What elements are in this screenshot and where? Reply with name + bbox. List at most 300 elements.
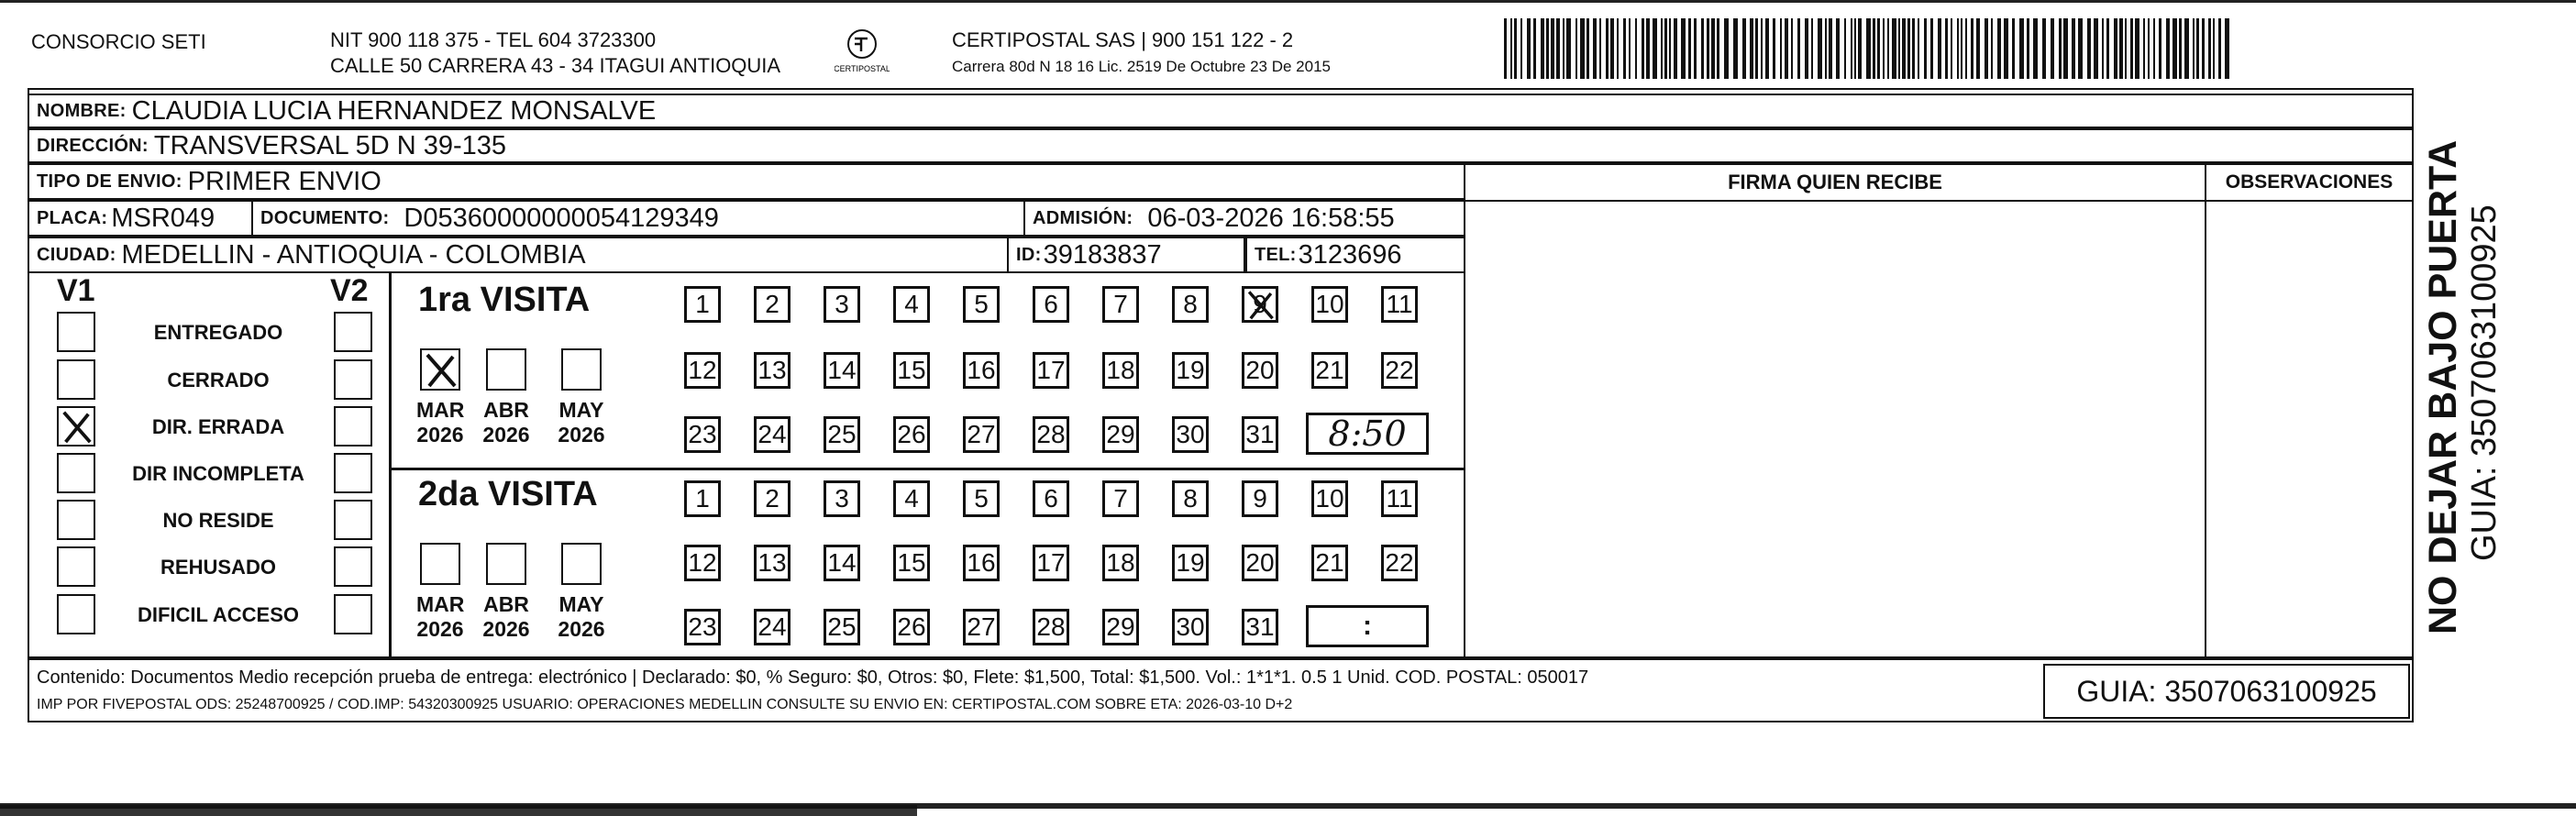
barcode-bar — [1510, 18, 1512, 79]
day-box[interactable] — [1172, 609, 1209, 645]
barcode-bar — [1836, 18, 1840, 79]
barcode-bar — [1681, 18, 1686, 79]
day-number: 9 — [1253, 484, 1267, 513]
barcode-bar — [2072, 18, 2075, 79]
day-number: 7 — [1113, 484, 1128, 513]
barcode-bar — [2159, 18, 2161, 79]
day-box[interactable] — [824, 480, 860, 517]
barcode-bar — [1854, 18, 1856, 79]
barcode-bar — [1533, 18, 1536, 79]
firma-header: FIRMA QUIEN RECIBE — [1465, 165, 2205, 202]
day-number: 29 — [1106, 612, 1135, 641]
day-number: 2 — [765, 484, 779, 513]
day-number: 8 — [1183, 484, 1198, 513]
v2-checkbox[interactable] — [334, 312, 372, 352]
day-box[interactable] — [824, 286, 860, 323]
day-box[interactable] — [754, 480, 790, 517]
company-name: CONSORCIO SETI — [31, 30, 206, 53]
month-name: MAR — [416, 398, 465, 422]
barcode-bar — [1951, 18, 1952, 79]
status-label: DIFICIL ACCESO — [137, 603, 299, 626]
day-number: 15 — [897, 548, 926, 577]
day-number: 10 — [1315, 290, 1344, 318]
admision-value: 06-03-2026 16:58:55 — [1147, 203, 1395, 233]
barcode-bar — [1985, 18, 1988, 79]
visit2-time-box[interactable] — [1306, 605, 1429, 647]
tipo-value: PRIMER ENVIO — [187, 166, 381, 196]
day-number: 23 — [688, 612, 717, 641]
barcode-bar — [1965, 18, 1967, 79]
footer-guia: GUIA: 3507063100925 — [2076, 675, 2377, 708]
barcode-bar — [2184, 18, 2189, 79]
v2-checkbox[interactable] — [334, 406, 372, 447]
barcode-bar — [2087, 18, 2091, 79]
day-box[interactable] — [893, 480, 930, 517]
day-box[interactable] — [963, 480, 1000, 517]
day-box[interactable] — [1172, 286, 1209, 323]
month-checkbox[interactable] — [561, 543, 602, 585]
barcode-bar — [1930, 18, 1933, 79]
day-box[interactable] — [963, 609, 1000, 645]
barcode-bar — [1765, 18, 1769, 79]
day-box[interactable] — [1381, 545, 1418, 581]
barcode-bar — [1898, 18, 1900, 79]
barcode-bar — [2012, 18, 2015, 79]
v1-checkbox[interactable] — [57, 406, 95, 447]
day-number: 17 — [1036, 356, 1066, 384]
status-label: ENTREGADO — [153, 321, 283, 344]
firma-column — [1464, 163, 2206, 658]
day-number: 28 — [1036, 612, 1066, 641]
visit2-title: 2da VISITA — [418, 475, 598, 513]
v2-checkbox[interactable] — [334, 359, 372, 400]
day-box[interactable] — [1311, 545, 1348, 581]
barcode-bar — [2148, 18, 2150, 79]
barcode-bar — [1642, 18, 1644, 79]
day-box[interactable] — [1381, 286, 1418, 323]
day-number: 26 — [897, 420, 926, 448]
barcode-bar — [2202, 18, 2205, 79]
barcode-bar — [1755, 18, 1758, 79]
barcode-bar — [2004, 18, 2008, 79]
bottom-edge-fade — [0, 805, 917, 816]
month-name: MAR — [416, 592, 465, 616]
barcode-bar — [1563, 18, 1564, 79]
barcode-bar — [1520, 18, 1522, 79]
tipo-row — [28, 163, 1465, 200]
month-checkbox[interactable] — [486, 348, 526, 391]
visit2-time: : — [1363, 611, 1372, 641]
day-number: 29 — [1106, 420, 1135, 448]
day-number: 22 — [1385, 356, 1414, 384]
id-value: 39183837 — [1043, 239, 1162, 270]
day-number: 11 — [1386, 290, 1413, 318]
barcode-bar — [1707, 18, 1709, 79]
barcode-bar — [2125, 18, 2127, 79]
month-name: ABR — [483, 398, 529, 422]
nit-line: NIT 900 118 375 - TEL 604 3723300 — [330, 28, 657, 51]
barcode-bar — [2193, 18, 2195, 79]
barcode-bar — [2059, 18, 2062, 79]
barcode-bar — [1873, 18, 1875, 79]
side-no-dejar: NO DEJAR BAJO PUERTA — [2421, 139, 2465, 634]
barcode-bar — [1566, 18, 1571, 79]
day-number: 20 — [1245, 356, 1275, 384]
day-box[interactable] — [1311, 286, 1348, 323]
barcode-bar — [1587, 18, 1589, 79]
barcode-bar — [1669, 18, 1671, 79]
day-box[interactable] — [1242, 352, 1278, 389]
barcode-bar — [1551, 18, 1554, 79]
day-number: 14 — [827, 356, 857, 384]
barcode-bar — [1629, 18, 1631, 79]
day-box[interactable] — [1102, 286, 1139, 323]
day-number: 12 — [688, 548, 717, 577]
barcode-bar — [1527, 18, 1531, 79]
barcode-bar — [1661, 18, 1663, 79]
barcode-bar — [2051, 18, 2054, 79]
day-number: 10 — [1315, 484, 1344, 513]
ciudad-value: MEDELLIN - ANTIOQUIA - COLOMBIA — [121, 239, 586, 270]
barcode-bar — [2143, 18, 2145, 79]
day-box[interactable] — [684, 609, 721, 645]
day-box[interactable] — [1311, 480, 1348, 517]
barcode-bar — [1514, 18, 1517, 79]
day-box[interactable] — [963, 286, 1000, 323]
day-box[interactable] — [824, 352, 860, 389]
day-box[interactable] — [1033, 286, 1069, 323]
v1-checkbox[interactable] — [57, 359, 95, 400]
tel-value: 3123696 — [1298, 239, 1402, 270]
barcode-bar — [1924, 18, 1927, 79]
v2-checkbox[interactable] — [334, 500, 372, 540]
barcode-bar — [1883, 18, 1885, 79]
day-number: 30 — [1176, 420, 1205, 448]
barcode-bar — [1829, 18, 1832, 79]
day-box[interactable] — [824, 416, 860, 453]
barcode-bar — [1918, 18, 1919, 79]
day-number: 28 — [1036, 420, 1066, 448]
carrier-line: CERTIPOSTAL SAS | 900 151 122 - 2 — [952, 28, 1294, 51]
nombre-label: NOMBRE: — [37, 100, 127, 121]
day-number: 3 — [835, 290, 849, 318]
id-label: ID: — [1016, 244, 1042, 265]
barcode-bar — [1991, 18, 1993, 79]
barcode-bar — [1701, 18, 1704, 79]
barcode-bar — [2213, 18, 2215, 79]
barcode-bar — [1717, 18, 1719, 79]
barcode-bar — [1750, 18, 1753, 79]
day-number: 1 — [695, 484, 710, 513]
day-box[interactable] — [1381, 480, 1418, 517]
barcode-bar — [1504, 18, 1507, 79]
day-box[interactable] — [754, 416, 790, 453]
day-box[interactable] — [893, 609, 930, 645]
day-box[interactable] — [1033, 416, 1069, 453]
barcode-bar — [1575, 18, 1577, 79]
barcode-bar — [2172, 18, 2177, 79]
barcode-bar — [1844, 18, 1846, 79]
tel-label: TEL: — [1255, 244, 1297, 265]
day-box[interactable] — [1242, 609, 1278, 645]
id-cell — [1007, 237, 1245, 273]
month-year: 2026 — [558, 617, 605, 641]
barcode-bar — [1617, 18, 1619, 79]
v2-checkbox[interactable] — [334, 546, 372, 587]
barcode-bar — [1742, 18, 1746, 79]
month-year: 2026 — [558, 423, 605, 447]
day-box[interactable] — [1102, 609, 1139, 645]
day-number: 18 — [1106, 548, 1135, 577]
barcode-bar — [1818, 18, 1822, 79]
barcode-bar — [1825, 18, 1827, 79]
direccion-label: DIRECCIÓN: — [37, 135, 149, 156]
day-box[interactable] — [1033, 480, 1069, 517]
barcode-bar — [2225, 18, 2229, 79]
v1-checkbox[interactable] — [57, 594, 95, 634]
documento-value: D05360000000054129349 — [404, 203, 719, 233]
day-number: 6 — [1044, 484, 1058, 513]
barcode — [1504, 18, 2238, 79]
barcode-bar — [1733, 18, 1738, 79]
barcode-bar — [2063, 18, 2068, 79]
day-number: 14 — [827, 548, 857, 577]
direccion-row — [28, 128, 2414, 163]
barcode-bar — [1971, 18, 1973, 79]
day-number: 5 — [974, 484, 989, 513]
visit1-title: 1ra VISITA — [418, 281, 591, 319]
day-box[interactable] — [1172, 545, 1209, 581]
barcode-bar — [1976, 18, 1980, 79]
day-number: 23 — [688, 420, 717, 448]
top-edge-line — [0, 0, 2576, 3]
day-box[interactable] — [1033, 609, 1069, 645]
footer-guia-box — [2043, 664, 2410, 719]
barcode-bar — [2106, 18, 2109, 79]
day-box[interactable] — [684, 545, 721, 581]
barcode-bar — [2042, 18, 2046, 79]
day-number: 4 — [904, 484, 919, 513]
barcode-bar — [2218, 18, 2221, 79]
status-divider — [389, 271, 392, 658]
month-checkbox[interactable] — [420, 348, 460, 391]
day-box[interactable] — [1172, 416, 1209, 453]
day-box[interactable] — [893, 545, 930, 581]
barcode-bar — [2114, 18, 2117, 79]
barcode-bar — [2196, 18, 2199, 79]
month-checkbox[interactable] — [486, 543, 526, 585]
visit-divider — [389, 468, 1465, 470]
status-label: DIR. ERRADA — [151, 415, 285, 438]
day-number: 21 — [1315, 356, 1344, 384]
day-box[interactable] — [754, 609, 790, 645]
barcode-bar — [1694, 18, 1697, 79]
barcode-bar — [2208, 18, 2211, 79]
status-label: NO RESIDE — [162, 509, 274, 532]
day-box[interactable] — [754, 545, 790, 581]
barcode-bar — [1957, 18, 1959, 79]
day-box[interactable] — [824, 609, 860, 645]
placa-label: PLACA: — [37, 207, 108, 228]
status-label: CERRADO — [167, 369, 270, 391]
day-number: 13 — [757, 548, 787, 577]
v2-checkbox[interactable] — [334, 453, 372, 493]
visit1-time-box[interactable] — [1306, 413, 1429, 455]
admision-label: ADMISIÓN: — [1033, 207, 1133, 228]
day-box[interactable] — [1311, 352, 1348, 389]
documento-label: DOCUMENTO: — [260, 207, 390, 228]
logo-text: CERTIPOSTAL — [835, 64, 890, 73]
visit1-time: 8:50 — [1328, 414, 1407, 454]
month-year: 2026 — [482, 617, 530, 641]
day-box[interactable] — [963, 416, 1000, 453]
barcode-bar — [2153, 18, 2155, 79]
barcode-bar — [1761, 18, 1763, 79]
v1-checkbox[interactable] — [57, 312, 95, 352]
day-number: 21 — [1315, 548, 1344, 577]
v1-checkbox[interactable] — [57, 546, 95, 587]
placa-cell — [28, 200, 253, 237]
barcode-bar — [1664, 18, 1667, 79]
day-box[interactable] — [1102, 480, 1139, 517]
day-box[interactable] — [963, 545, 1000, 581]
ciudad-label: CIUDAD: — [37, 244, 116, 265]
day-box[interactable] — [684, 352, 721, 389]
day-box[interactable] — [684, 480, 721, 517]
barcode-bar — [1541, 18, 1544, 79]
barcode-bar — [1858, 18, 1862, 79]
month-label — [558, 592, 605, 642]
v1-checkbox[interactable] — [57, 453, 95, 493]
day-box[interactable] — [1102, 416, 1139, 453]
day-number: 16 — [967, 548, 996, 577]
day-box[interactable] — [1102, 545, 1139, 581]
day-box[interactable] — [1172, 480, 1209, 517]
nombre-row — [28, 94, 2414, 128]
month-label — [416, 592, 464, 642]
month-label — [416, 398, 464, 447]
day-box[interactable] — [893, 286, 930, 323]
tipo-label: TIPO DE ENVIO: — [37, 171, 182, 192]
day-number: 17 — [1036, 548, 1066, 577]
day-number: 20 — [1245, 548, 1275, 577]
v1-header: V1 — [57, 273, 95, 308]
barcode-bar — [1610, 18, 1614, 79]
barcode-bar — [1902, 18, 1906, 79]
barcode-bar — [2130, 18, 2133, 79]
day-number: 22 — [1385, 548, 1414, 577]
v2-header: V2 — [330, 273, 369, 308]
day-box[interactable] — [754, 286, 790, 323]
day-number: 12 — [688, 356, 717, 384]
day-number: 13 — [757, 356, 787, 384]
barcode-bar — [2094, 18, 2098, 79]
day-box[interactable] — [1242, 416, 1278, 453]
barcode-bar — [1866, 18, 1871, 79]
month-year: 2026 — [416, 423, 464, 447]
day-box[interactable] — [1242, 286, 1278, 323]
day-box[interactable] — [963, 352, 1000, 389]
status-label: REHUSADO — [160, 556, 276, 579]
day-box[interactable] — [1033, 352, 1069, 389]
day-box[interactable] — [684, 286, 721, 323]
barcode-bar — [1780, 18, 1782, 79]
day-number: 24 — [757, 612, 787, 641]
day-number: 27 — [967, 612, 996, 641]
day-box[interactable] — [1172, 352, 1209, 389]
day-number: 31 — [1245, 420, 1275, 448]
v1-checkbox[interactable] — [57, 500, 95, 540]
month-label — [558, 398, 605, 447]
day-number: 18 — [1106, 356, 1135, 384]
side-guia: GUIA: 3507063100925 — [2465, 204, 2504, 561]
barcode-bar — [1907, 18, 1910, 79]
observaciones-header: OBSERVACIONES — [2206, 165, 2412, 202]
barcode-bar — [1791, 18, 1793, 79]
admision-cell — [1023, 200, 1465, 237]
v2-checkbox[interactable] — [334, 594, 372, 634]
day-number: 19 — [1176, 356, 1205, 384]
tel-cell — [1245, 237, 1465, 273]
barcode-bar — [1606, 18, 1609, 79]
barcode-bar — [1892, 18, 1896, 79]
day-number: 16 — [967, 356, 996, 384]
month-checkbox[interactable] — [420, 543, 460, 585]
day-number: 25 — [827, 420, 857, 448]
day-box[interactable] — [893, 416, 930, 453]
barcode-bar — [1711, 18, 1715, 79]
barcode-bar — [1688, 18, 1691, 79]
status-label: DIR INCOMPLETA — [132, 462, 304, 485]
barcode-bar — [2078, 18, 2083, 79]
day-number: 5 — [974, 290, 989, 318]
barcode-bar — [2119, 18, 2123, 79]
barcode-bar — [1674, 18, 1677, 79]
day-box[interactable] — [754, 352, 790, 389]
barcode-bar — [1580, 18, 1585, 79]
month-checkbox[interactable] — [561, 348, 602, 391]
day-number: 11 — [1386, 484, 1413, 513]
barcode-bar — [1646, 18, 1650, 79]
ciudad-cell — [28, 237, 1009, 273]
barcode-bar — [1635, 18, 1637, 79]
day-box[interactable] — [1242, 480, 1278, 517]
placa-value: MSR049 — [111, 203, 216, 233]
day-box[interactable] — [824, 545, 860, 581]
day-box[interactable] — [1033, 545, 1069, 581]
day-number: 26 — [897, 612, 926, 641]
day-number: 31 — [1245, 612, 1275, 641]
day-box[interactable] — [1102, 352, 1139, 389]
day-box[interactable] — [1242, 545, 1278, 581]
month-name: ABR — [483, 592, 529, 616]
barcode-bar — [1623, 18, 1626, 79]
day-box[interactable] — [893, 352, 930, 389]
day-number: 7 — [1113, 290, 1128, 318]
barcode-bar — [1556, 18, 1560, 79]
barcode-bar — [1805, 18, 1808, 79]
day-number: 27 — [967, 420, 996, 448]
month-year: 2026 — [416, 617, 464, 641]
barcode-bar — [2166, 18, 2170, 79]
barcode-bar — [1773, 18, 1775, 79]
barcode-bar — [1877, 18, 1880, 79]
barcode-bar — [2027, 18, 2029, 79]
day-box[interactable] — [1381, 352, 1418, 389]
barcode-bar — [1797, 18, 1800, 79]
day-box[interactable] — [684, 416, 721, 453]
barcode-bar — [1546, 18, 1549, 79]
